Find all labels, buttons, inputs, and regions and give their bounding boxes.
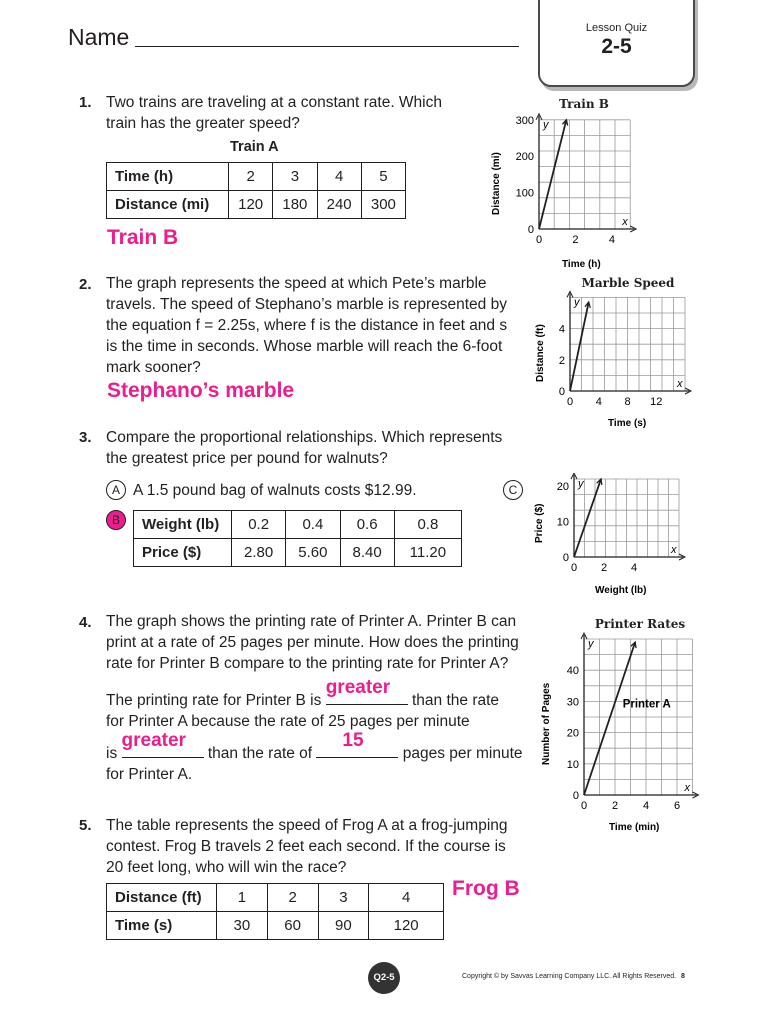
y-tick-label: 0 [562,552,569,564]
x-tick-label: 4 [630,562,638,574]
x-tick-label: 0 [566,396,574,408]
x-axis-label: Time (h) [562,259,601,270]
table-row-header: Weight (lb) [134,511,232,539]
q2-number: 2. [79,276,92,293]
y-axis-label: Distance (ft) [535,324,546,382]
y-tick-label: 2 [558,354,565,367]
series-line [539,120,566,229]
x-tick-label: 8 [624,396,631,408]
x-axis-label: Time (s) [608,418,647,429]
x-tick-label: 0 [580,800,588,812]
q4-blank-3-fill: 15 [342,730,364,751]
x-tick-label: 2 [600,562,608,574]
y-tick-label: 20 [566,727,579,740]
table-cell: 2.80 [232,539,286,567]
y-tick-label: 300 [515,114,534,127]
table-cell: 120 [229,191,273,219]
x-axis-label: Time (min) [609,822,660,833]
lesson-quiz-label: Lesson Quiz [585,22,648,34]
q3-text-line: Compare the proportional relationships. Which represents [106,429,503,446]
table-cell: 8.40 [340,539,394,567]
table-row [134,511,462,539]
q4-ans-line4: for Printer A. [106,766,193,783]
x-tick-label: 6 [673,800,681,812]
y-tick-label: 200 [515,151,534,164]
table-row-header: Price ($) [134,539,232,567]
q2-text-line: mark sooner? [106,359,201,376]
table-row [107,163,406,191]
q4-number: 4. [79,614,92,631]
q1-number: 1. [79,94,92,111]
series-line [574,479,601,557]
table-row [107,912,444,940]
q4-answer-line1 [106,677,536,711]
q1-answer: Train B [107,226,179,249]
choice-c-circle[interactable]: C [503,480,523,500]
table-cell: 30 [217,912,268,940]
q2-chart-title: Marble Speed [581,276,675,290]
table-row [107,884,444,912]
table-cell: 3 [273,163,317,191]
q5-table [106,883,444,940]
q1-chart [480,110,640,270]
y-var-label: y [578,478,584,490]
q4-ans-text: is [106,745,118,762]
y-tick-label: 10 [556,516,569,529]
q5-answer: Frog B [452,877,520,900]
table-cell: 0.6 [340,511,394,539]
y-axis-label: Number of Pages [541,682,552,765]
q4-answer-line3 [106,730,536,764]
x-tick-label: 4 [608,234,616,246]
y-tick-label: 40 [566,665,579,678]
name-field[interactable] [135,46,519,47]
x-tick-label: 2 [611,800,619,812]
q3-text-line: the greatest price per pound for walnuts? [106,450,388,467]
q5-number: 5. [79,817,92,834]
q4-text-line: print at a rate of 25 pages per minute. How does the printing [106,634,519,651]
x-var-label: x [684,782,690,794]
table-cell: 60 [267,912,318,940]
table-cell: 0.8 [394,511,461,539]
q1-text-line: Two trains are traveling at a constant rate. Which [106,94,442,111]
q2-answer: Stephano’s marble [107,379,295,402]
q4-blank-1[interactable] [325,677,408,705]
table-row-header: Time (h) [107,163,229,191]
q4-ans-text: than the rate [412,692,500,709]
q3-chart [527,473,702,598]
table-cell: 90 [318,912,369,940]
q5-text-line: The table represents the speed of Frog A at a frog-jumping [106,817,508,834]
q4-chart [533,632,708,837]
q3-number: 3. [79,429,92,446]
y-tick-label: 20 [556,481,569,494]
q4-ans-text: pages per minute [402,745,523,762]
page-number: 8 [681,973,685,980]
q3-table [133,510,462,567]
q2-text-line: is the time in seconds. Whose marble will reach the 6-foot [106,338,503,355]
x-var-label: x [677,378,683,390]
x-tick-label: 4 [595,396,602,408]
table-cell: 2 [229,163,273,191]
x-tick-label: 4 [642,800,650,812]
q4-blank-2[interactable] [121,730,204,758]
q2-chart [527,290,702,432]
table-row-header: Distance (mi) [107,191,229,219]
table-row-header: Distance (ft) [107,884,217,912]
q1-table [106,162,406,219]
q4-blank-2-fill: greater [121,730,186,751]
y-tick-label: 30 [566,696,579,709]
table-cell: 5.60 [286,539,340,567]
name-label: Name [68,24,130,50]
series-line [584,642,635,795]
q4-text-line: The graph shows the printing rate of Printer A. Printer B can [106,613,517,630]
table-cell: 180 [273,191,317,219]
q5-text [106,815,526,878]
q4-ans-text: The printing rate for Printer B is [106,692,322,709]
x-tick-label: 0 [570,562,578,574]
table-cell: 11.20 [394,539,461,567]
x-tick-label: 12 [650,396,663,408]
x-var-label: x [622,216,628,228]
q1-text-line: train has the greater speed? [106,115,300,132]
y-axis-label: Price ($) [534,503,545,543]
y-var-label: y [543,118,549,131]
q2-text-line: travels. The speed of Stephano’s marble is represented by [106,296,507,313]
page-badge: Q2-5 [368,962,400,994]
series-label: Printer A [622,698,671,711]
table-row [107,191,406,219]
x-tick-label: 0 [535,234,543,246]
q2-text [106,273,526,378]
table-cell: 3 [318,884,369,912]
y-tick-label: 10 [566,758,579,771]
series-line [570,302,589,391]
table-row [134,539,462,567]
choice-a-circle[interactable]: A [106,480,126,500]
y-tick-label: 0 [558,386,565,398]
x-axis-label: Weight (lb) [595,585,647,596]
choice-b-circle-selected[interactable]: B [106,510,126,530]
table-cell: 4 [317,163,361,191]
q2-text-line: the equation f = 2.25s, where f is the distance in feet and s [106,317,508,334]
table-cell: 2 [267,884,318,912]
y-tick-label: 4 [558,323,565,336]
y-axis-label: Distance (mi) [491,152,502,215]
y-tick-label: 100 [515,187,534,200]
table-cell: 0.2 [232,511,286,539]
y-tick-label: 0 [572,790,579,802]
q1-text [106,92,476,134]
q4-text-line: rate for Printer B compare to the printing rate for Printer A? [106,655,509,672]
table-cell: 0.4 [286,511,340,539]
copyright-text: Copyright © by Savvas Learning Company LLC. All Rights Reserved. [462,973,677,980]
table-row-header: Time (s) [107,912,217,940]
q5-text-line: contest. Frog B travels 2 feet each second. If the course is [106,838,506,855]
y-tick-label: 0 [527,224,534,236]
table-cell: 1 [217,884,268,912]
x-tick-label: 2 [572,234,579,246]
q4-blank-1-fill: greater [325,677,391,698]
q2-text-line: The graph represents the speed at which Pete’s marble [106,275,487,292]
y-var-label: y [574,296,580,309]
q4-blank-3[interactable] [316,730,398,758]
q4-chart-title: Printer Rates [594,617,686,631]
choice-a-text: A 1.5 pound bag of walnuts costs $12.99. [133,482,417,499]
table-cell: 300 [361,191,405,219]
q4-ans-text: than the rate of [207,745,313,762]
table-cell: 120 [369,912,444,940]
y-var-label: y [588,638,594,650]
q1-table-title: Train A [230,139,279,155]
q5-text-line: 20 feet long, who will win the race? [106,859,347,876]
q1-chart-title: Train B [559,97,609,111]
table-cell: 240 [317,191,361,219]
q3-text [106,427,526,469]
table-cell: 4 [369,884,444,912]
q4-text [106,611,536,674]
table-cell: 5 [361,163,405,191]
lesson-quiz-number: 2-5 [601,35,632,58]
q4-ans-line2: for Printer A because the rate of 25 pages per minute [106,713,470,730]
x-var-label: x [671,544,677,556]
